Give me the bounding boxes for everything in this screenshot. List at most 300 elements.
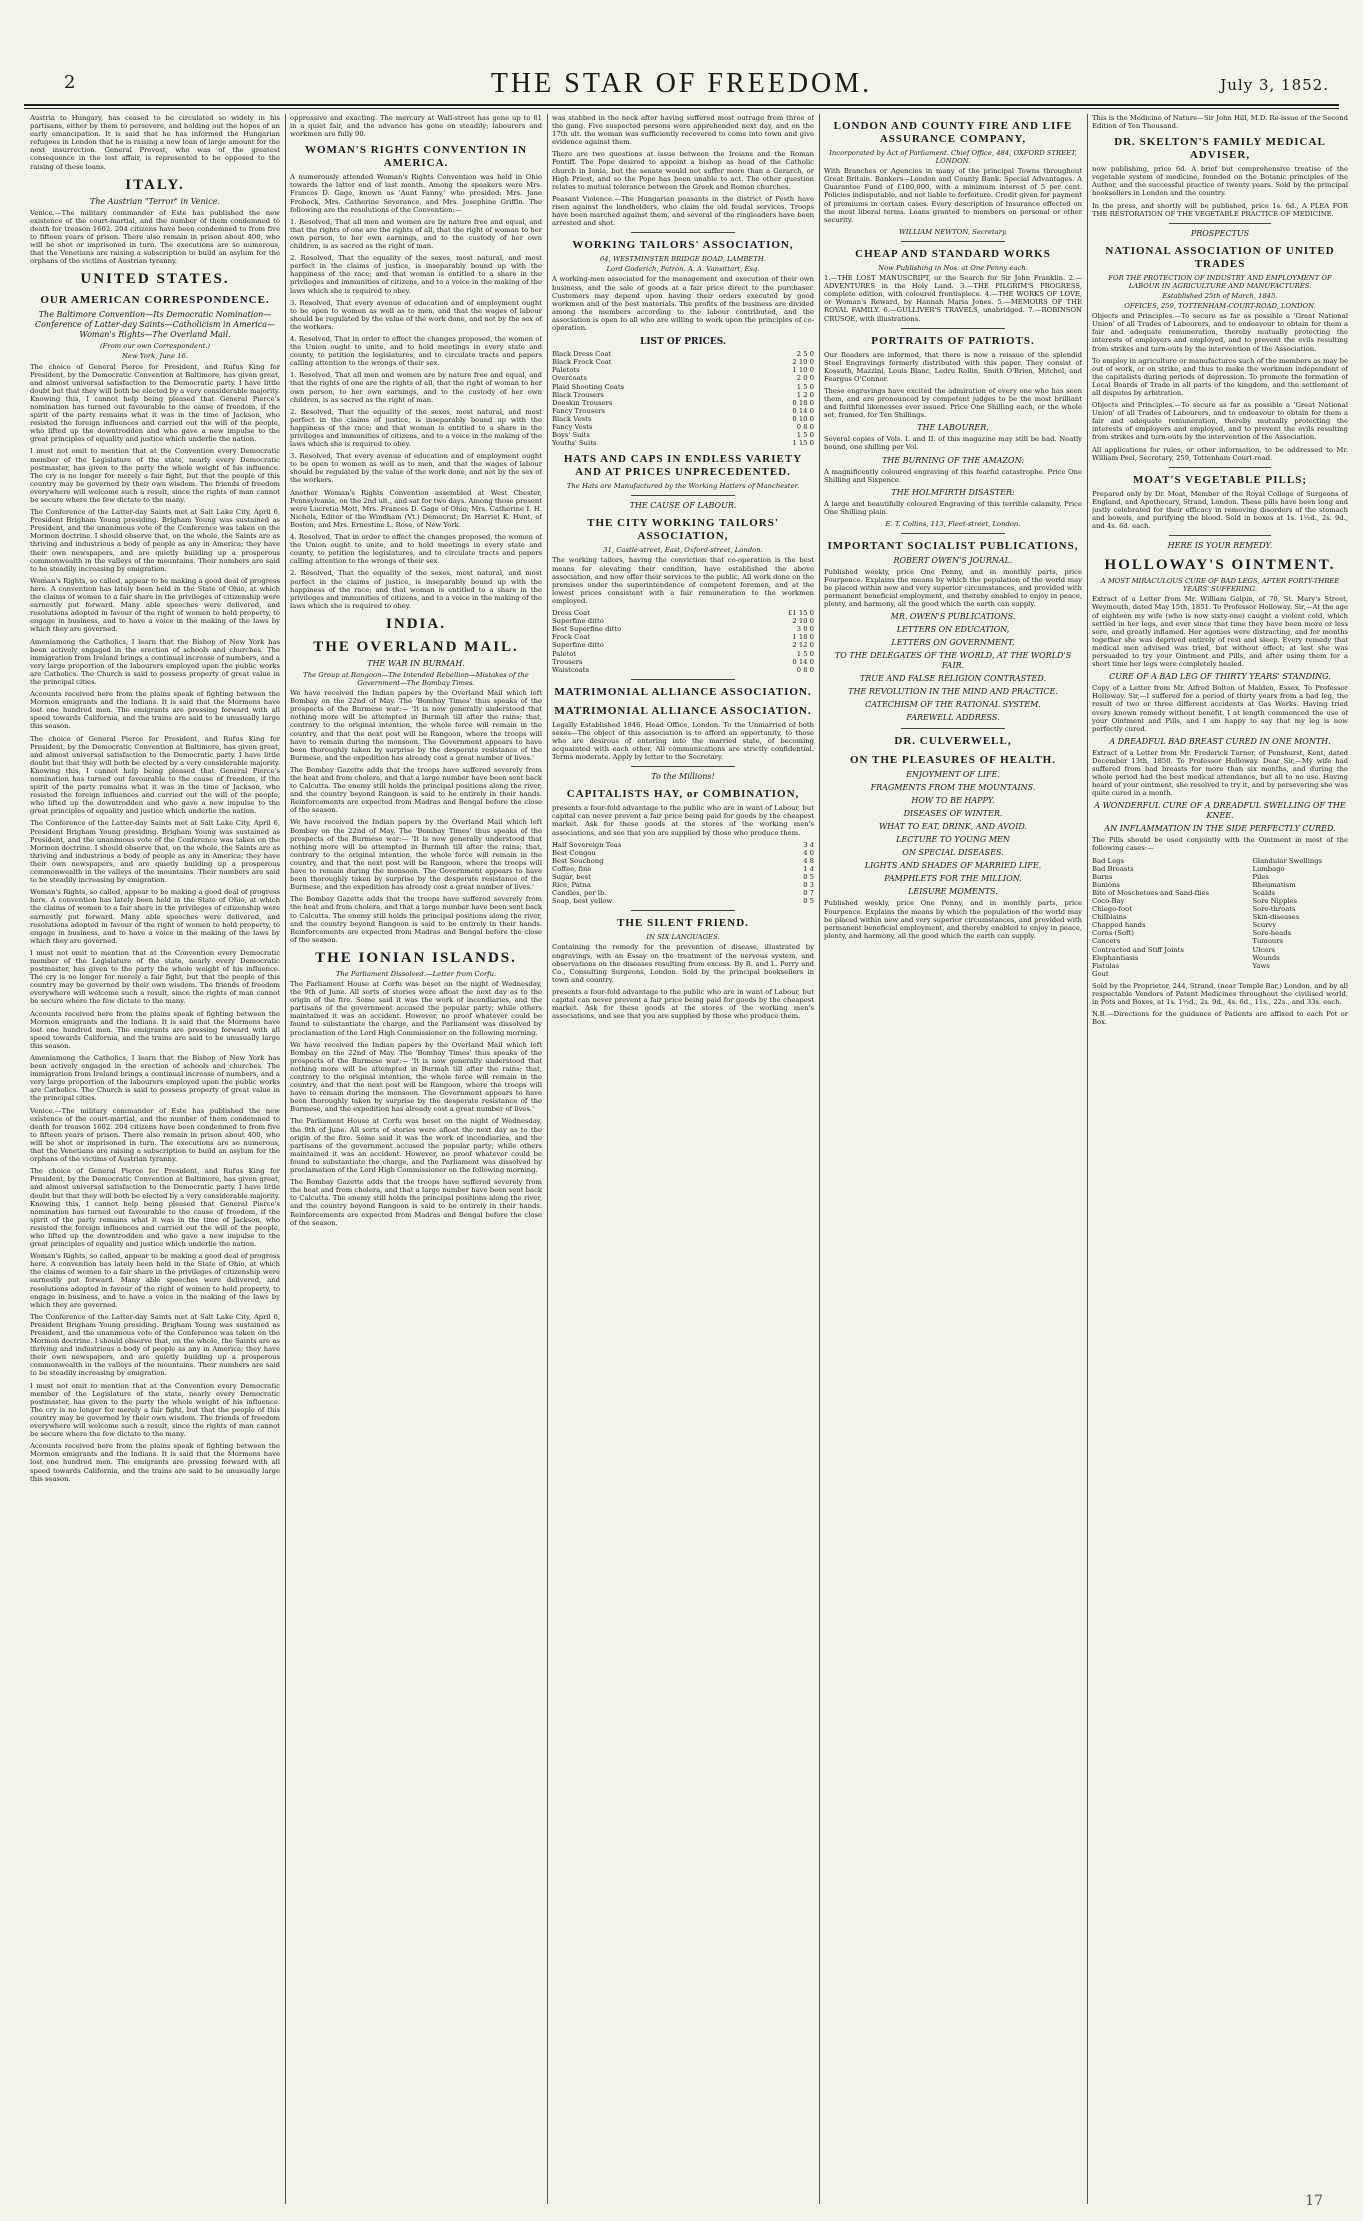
advert-heading-national-association: NATIONAL ASSOCIATION OF UNITED TRADES: [1105, 244, 1335, 270]
article-text: A numerously attended Woman's Rights Convention was held in Ohio towards the latter end of last month. Among the speakers were Mrs. Frances D. Gage, known as 'Aunt Fanny,' who presided; Mrs. Jane Frohock, Mrs. Catherine Severance, and Mrs. Josephine Griffin. The following are the resolutions of the Convention:—: [290, 173, 542, 214]
price-row: [552, 841, 814, 849]
article-text: Woman's Rights, so called, appear to be making a good deal of progress here. A convention has lately been held in the State of Ohio, at which the claims of women to a fair share in the privileges of citizenship were earnestly put forward. Many able speeches were delivered, and resolutions adopted in favour of the right of women to hold property, to engage in business, and to have a voice in the making of the laws by which they are governed.: [30, 888, 280, 945]
price-item: Coffee, fine: [552, 864, 592, 873]
column-rule: [819, 114, 820, 2204]
section-subheading: THE WAR IN BURMAH.: [367, 658, 465, 668]
section-heading-womans-rights: WOMAN'S RIGHTS CONVENTION IN AMERICA.: [304, 144, 528, 170]
price-value: 1 5 0: [796, 431, 814, 440]
ailment-row: [1092, 905, 1348, 913]
advert-text: Copy of a Letter from Mr. Alfred Bolton of Malden, Essex. To Professor Holloway. Sir,—I suffered for a period of thirty years from a bad leg, the result of two or three different accidents at Gas Works. Having tried every known remedy without benefit, I at length commenced the use of your Ointment and Pills, and I am happy to say that my leg is now perfectly cured.: [1092, 684, 1348, 733]
price-value: 0 10 0: [792, 414, 814, 423]
advert-text: N.B.—Directions for the guidance of Patients are affixed to each Pot or Box.: [1092, 1010, 1348, 1027]
advert-heading-fire-life: LONDON AND COUNTY FIRE AND LIFE ASSURANCE COMPANY,: [833, 120, 1073, 145]
price-value: 1 15 0: [792, 439, 814, 448]
article-text: Venice.—The military commander of Este has published the new existence of the court-martial, and the number of them condemned to death for treason 1602. 204 citizens have been condemned to from five to fifteen years of prison. There also remain in prison about 400, who will be shot or imprisoned in turn. The executions are so numerous, that the Venetians are raising a subscription to build an asylum for the orphans of the victims of Austrian tyranny.: [30, 1106, 280, 1164]
advert-text: With Branches or Agencies in many of the principal Towns throughout Great Britain. Bankers—London and County Bank. Special Advantages. A Guarantee Fund of £100,000, with a minimum interest of 5 per cent. Policies indisputable, and not liable to forfeiture. Credit given for payment of premiums in certain cases. Every description of Insurance effected on the most liberal terms. Loans granted to members on personal or other security.: [824, 167, 1082, 224]
advert-subheading: DISEASES OF WINTER.: [903, 809, 1003, 819]
ailment-item: Tumours: [1252, 937, 1284, 946]
advert-text: All applications for rules, or other information, to be addressed to Mr. William Peel, Secretary, 259, Tottenham Court-road.: [1092, 445, 1348, 462]
divider: [901, 241, 1004, 242]
price-value: 0 8 0: [796, 665, 814, 674]
advert-subheading: THE BURNING OF THE AMAZON:: [881, 455, 1025, 465]
section-subheading: The Baltimore Convention—Its Democratic Nomination—Conference of Latter-day Saints—Catholicism in America—Woman's Rights—The Overland Mail.: [34, 310, 276, 340]
advert-heading-cheap-works: CHEAP AND STANDARD WORKS: [855, 247, 1051, 260]
section-heading-ionian: THE IONIAN ISLANDS.: [315, 949, 517, 966]
article-text: The Bombay Gazette adds that the troops have suffered severely from the heat and from cholera, and that a large number have been sent back to Calcutta. The enemy still holds the principal positions along the river, and the country beyond Rangoon is said to be entirely in their hands. Reinforcements are expected from Madras and Bengal before the close of the season.: [290, 765, 542, 815]
article-text: Ameniamong the Catholics, I learn that the Bishop of New York has been actively engaged in the erection of schools and churches. The immigration from Ireland brings a continual increase of numbers, and a very large proportion of the labourers employed upon the public works are Catholics. The Church is said to possess property of great value in the principal cities.: [30, 637, 280, 686]
ailment-item: [1252, 970, 1348, 978]
article-text: The Bombay Gazette adds that the troops have suffered severely from the heat and from cholera, and that a large number have been sent back to Calcutta. The enemy still holds the principal positions along the river, and the country beyond Rangoon is said to be entirely in their hands. Reinforcements are expected from Madras and Bengal before the close of the season.: [290, 1178, 542, 1227]
price-value: 0 3: [803, 881, 814, 890]
divider: [631, 910, 736, 911]
price-row: [552, 366, 814, 374]
resolution-text: 2. Resolved, That the equality of the sexes, most natural, and most perfect in the claims of justice, is inseparably bound up with the happiness of the race; and that woman is entitled to a share in the privileges and immunities of citizens, and to a voice in the making of the laws which she is required to obey.: [290, 407, 542, 449]
ailment-item: Bite of Moschetoes and Sand-flies: [1092, 888, 1209, 897]
price-value: 1 18 0: [792, 633, 814, 642]
price-row: [552, 399, 814, 407]
advert-subheading: FAREWELL ADDRESS.: [906, 713, 1000, 723]
dateline: New York, June 16.: [121, 352, 189, 361]
column-rule: [1087, 114, 1088, 2204]
advert-subheading: MR. OWEN'S PUBLICATIONS.: [890, 612, 1016, 622]
advert-subheading: CURE OF A BAD LEG OF THIRTY YEARS' STANDING.: [1109, 672, 1331, 682]
advert-text: Prepared only by Dr. Moat, Member of the Royal College of Surgeons of England, and Apothecary, Strand, London. These pills have been long and justly celebrated for their efficacy in removing disorders of the stomach and bowels, and purifying the blood. Sold in boxes at 1s. 1½d., 2s. 9d., and 4s. 6d. each.: [1092, 489, 1348, 531]
price-row: [552, 350, 814, 358]
price-row: [552, 650, 814, 658]
resolution-text: 4. Resolved, That in order to effect the changes proposed, the women of the Union ought to unite, and to hold meetings in every state and county, to petition the legislatures, and to circulate tracts and papers calling attention to the wrongs of their sex.: [290, 533, 542, 566]
price-row: [552, 873, 814, 881]
ailment-item: Glandular Swellings: [1252, 856, 1323, 865]
advert-text: Extract of a Letter from Mr. Frederick Turner, of Penshurst, Kent, dated December 13th, 1850. To Professor Holloway. Dear Sir,—My wife had suffered from bad breasts for more than six months, and during the whole period had the best medical attendance, but all to no use. Having heard of your ointment, she resolved to try it, and by persevering she was quite cured in a month.: [1092, 748, 1348, 798]
advert-text: presents a four-fold advantage to the public who are in want of Labour, but capital can never prevent a fair price being paid for goods by the cheapest market. Ask for these goods at the stores of the working men's associations, and see that you are supplied by those who produce them.: [552, 804, 814, 837]
price-row: [552, 358, 814, 366]
section-heading-overland-mail: THE OVERLAND MAIL.: [313, 638, 519, 655]
advert-text: Several copies of Vols. I. and II. of this magazine may still be had. Neatly bound, one shilling per Vol.: [824, 435, 1082, 452]
ailment-item: Skin-diseases: [1252, 913, 1300, 922]
price-row: [552, 374, 814, 382]
advert-text: Legally Established 1846. Head Office, London. To the Unmarried of both sexes—The object of this association is to afford an opportunity, to those who are desirous of entering into the married state, of becoming acquainted with each other. All communications are strictly confidential. Terms moderate. Apply by letter to the Secretary.: [552, 720, 814, 762]
price-item: Best Congou: [552, 848, 596, 857]
advert-text: A working-men associated for the management and execution of their own business, and the sale of goods at a fair price direct to the purchaser. Customers may depend upon having their orders executed by good workmen and of the best materials. The profits of the business are divided among the members according to the labour contributed, and the association is open to all who are willing to work upon the principles of co-operation.: [552, 275, 814, 332]
article-text: Ameniamong the Catholics, I learn that the Bishop of New York has been actively engaged in the erection of schools and churches. The immigration from Ireland brings a continual increase of numbers, and a very large proportion of the labourers employed upon the public works are Catholics. The Church is said to possess property of great value in the principal cities.: [30, 1054, 280, 1103]
price-value: 4 0: [803, 848, 814, 857]
divider: [1169, 467, 1271, 468]
price-item: Youths' Suits: [552, 439, 597, 448]
price-row: [552, 609, 814, 617]
divider: [1169, 223, 1271, 224]
article-text: The Parliament House at Corfu was beset on the night of Wednesday, the 9th of June. All sorts of stories were afloat the next day as to the origin of the fire. Some said it was the work of incendiaries, and the partisans of the government accused the popular party; while others maintained it was an accident. However, no proof whatever could be found to substantiate the charge, and the Parliament was dissolved by proclamation of the Lord High Commissioner on the following morning.: [290, 1117, 542, 1175]
article-text: The Parliament House at Corfu was beset on the night of Wednesday, the 9th of June. All sorts of stories were afloat the next day as to the origin of the fire. Some said it was the work of incendiaries, and the partisans of the government accused the popular party; while others maintained it was an accident. However, no proof whatever could be found to substantiate the charge, and the Parliament was dissolved by proclamation of the Lord High Commissioner on the following morning.: [290, 979, 542, 1037]
price-item: Boys' Suits: [552, 431, 590, 440]
article-text: Accounts received here from the plains speak of fighting between the Mormon emigrants and the Indians. It is said that the Mormons have lost one hundred men. The emigrants are pressing forward with all speed towards California, and the trains are said to be unusually large this season.: [30, 1442, 280, 1483]
resolution-text: 1. Resolved, That all men and women are by nature free and equal, and that the rights of one are the rights of all, that the right of woman to her own person, to her own earnings, and to the custody of her own children, is as sacred as the right of man.: [290, 217, 542, 251]
advert-subheading: To the Millions!: [651, 772, 715, 782]
price-value: 2 0 0: [796, 374, 814, 383]
advert-text: presents a four-fold advantage to the public who are in want of Labour, but capital can never prevent a fair price being paid for goods by the cheapest market. Ask for these goods at the stores of the working men's associations, and see that you are supplied by those who produce them.: [552, 987, 814, 1021]
advert-subheading: WHAT TO EAT, DRINK, AND AVOID.: [878, 822, 1028, 832]
article-text: We have received the Indian papers by the Overland Mail which left Bombay on the 22nd of May. The 'Bombay Times' thus speaks of the prospects of the Burmese war:— 'It is now generally understood that nothing more will be attempted in Burmah till after the rains; that, contrary to the original intention, the whole force will remain in the country, and that the next post will be Rangoon, where the troops will have to remain during the monsoon. The Government appears to have been thoroughly taken by surprise by the desperate resistance of the Burmese, and the expedition has already cost a great number of lives.': [290, 1040, 542, 1114]
advert-subheading: LEISURE MOMENTS.: [908, 887, 998, 897]
advert-text: This is the Medicine of Nature—Sir John Hill, M.D. Re-issue of the Second Edition of Ten Thousand.: [1092, 114, 1348, 131]
advert-address: 31, Castle-street, East, Oxford-street, London.: [603, 546, 763, 555]
ailment-row: [1092, 962, 1348, 970]
advert-text: now publishing, price 6d. A brief but comprehensive treatise of the vegetable system of medicine, founded on the Botanic principles of the Author, and the successful practice of twenty years. Sold by the principal booksellers in London and the country.: [1092, 165, 1348, 198]
ailment-row: [1092, 889, 1348, 897]
resolution-text: 2. Resolved, That the equality of the sexes, most natural, and most perfect in the claims of justice, is inseparably bound up with the happiness of the race; and that woman is entitled to a share in the privileges and immunities of citizens, and to a voice in the making of the laws which she is required to obey.: [290, 254, 542, 295]
advert-note: Now Publishing in Nos. at One Penny each.: [878, 263, 1028, 272]
price-item: Fancy Vests: [552, 423, 593, 431]
price-item: Sugar, best: [552, 873, 591, 881]
ailment-item: Chapped hands: [1092, 921, 1146, 930]
ailment-item: Gout: [1092, 969, 1109, 978]
article-text: Accounts received here from the plains speak of fighting between the Mormon emigrants and the Indians. It is said that the Mormons have lost one hundred men. The emigrants are pressing forward with all speed towards California, and the trains are said to be unusually large this season.: [30, 690, 280, 731]
ailment-list: [1092, 857, 1348, 978]
price-row: [552, 423, 814, 431]
column-1: [30, 114, 280, 2204]
advert-signature: WILLIAM NEWTON, Secretary.: [898, 227, 1008, 236]
ailment-item: Ulcers: [1252, 945, 1275, 954]
advert-heading-culverwell: DR. CULVERWELL,: [894, 735, 1012, 748]
advert-address: OFFICES, 259, TOTTENHAM-COURT-ROAD, LONDON.: [1124, 302, 1316, 311]
advert-text: Sold by the Proprietor, 244, Strand, (near Temple Bar,) London, and by all respectable Vendors of Patent Medicines throughout the civilised world, in Pots and Boxes, at 1s. 1½d., 2s. 9d., 4s. 6d., 11s., 22s., and 33s. each.: [1092, 981, 1348, 1007]
advert-text: Published weekly, price One Penny, and in monthly parts, price Fourpence. Explains the means by which the population of the world may be placed within new and very superior circumstances, and provided with permanent beneficial employment, and thereby enabled to enjoy in peace, plenty, and harmony, all the good which the earth can supply.: [824, 568, 1082, 609]
ailment-row: [1092, 937, 1348, 945]
ailment-item: Fistulas: [1092, 961, 1120, 970]
advert-heading-hats: HATS AND CAPS IN ENDLESS VARIETY AND AT PRICES UNPRECEDENTED.: [563, 453, 803, 479]
price-item: Dress Coat: [552, 609, 590, 618]
resolution-text: 4. Resolved, That in order to effect the changes proposed, the women of the Union ought to unite, and to hold meetings in every state and county, to petition the legislatures, and to circulate tracts and papers calling attention to the wrongs of their sex.: [290, 334, 542, 368]
price-row: [552, 439, 814, 447]
article-text: The choice of General Pierce for President, and Rufus King for President, by the Democratic Convention at Baltimore, has given great, and almost universal satisfaction to the Democratic party. I have little doubt but that they will both be elected by a very considerable majority. Knowing this, I cannot help being pleased that General Pierce's nomination has turned out favourable to the cause of freedom, if the spirit of the party remains what it was in the time of Jackson, who resisted the foreign influences and carried out the will of the people, who lifted up the downtrodden and who gave a new impulse to the great principles of equality and justice which underlie the nation.: [30, 1167, 280, 1249]
ailment-item: Chiego-foot: [1092, 905, 1132, 914]
divider: [901, 533, 1004, 534]
ailment-item: Lumbago: [1252, 864, 1285, 873]
divider: [631, 495, 736, 496]
advert-text: Published weekly, price One Penny, and in monthly parts, price Fourpence. Explains the means by which the population of the world may be placed within new and very superior circumstances, and provided with permanent beneficial employment, and thereby enabled to enjoy in peace, plenty, and harmony, all the good which the earth can supply.: [824, 899, 1082, 940]
price-item: Plaid Shooting Coats: [552, 382, 625, 391]
article-text: There are two questions at issue between the Iroians and the Roman Pontiff. The Pope desired to appoint a bishop as head of the Catholic church in Ionia, but the senate would not suffer more than a Gerarch, or High Priest, and so the Pope has been unable to act. The other question relates to mutual tolerance between the Greek and Roman churches.: [552, 150, 814, 191]
article-text: I must not omit to mention that at the Convention every Democratic member of the Legislature of the state, nearly every Democratic postmaster, has given to the party the whole weight of his influence. The cry is no longer for merely a fair fight, but that the people of this country may be governed by their own wisdom. The friends of freedom everywhere will welcome such a result, since the rights of man cannot be secure where the few dictate to the many.: [30, 948, 280, 1006]
price-list: [552, 350, 814, 447]
price-value: 3 4: [803, 840, 814, 849]
price-item: Superfine ditto: [552, 617, 604, 626]
advert-subheading: PROSPECTUS: [1190, 228, 1250, 238]
advert-heading-moat-pills: MOAT'S VEGETABLE PILLS;: [1133, 473, 1307, 486]
price-value: 0 5: [803, 873, 814, 881]
page-corner-mark: 17: [1305, 2193, 1323, 2209]
resolution-text: 3. Resolved, That every avenue of education and of employment ought to be open to women as well as to men, and that the wages of labour should be regulated by the value of the work done, and not by the sex of the workers.: [290, 452, 542, 485]
price-row: [552, 641, 814, 649]
article-text: The Bombay Gazette adds that the troops have suffered severely from the heat and from cholera, and that a large number have been sent back to Calcutta. The enemy still holds the principal positions along the river, and the country beyond Rangoon is said to be entirely in their hands. Reinforcements are expected from Madras and Bengal before the close of the season.: [290, 895, 542, 944]
advert-heading-socialist: IMPORTANT SOCIALIST PUBLICATIONS,: [827, 540, 1079, 552]
divider: [901, 728, 1004, 729]
ailment-item: Cancers: [1092, 937, 1121, 946]
advert-text: In the press, and shortly will be published, price 1s. 6d., A PLEA FOR THE RESTORATION OF THE VEGETABLE PRACTICE OF MEDICINE.: [1092, 201, 1348, 218]
advert-subheading: THE CAUSE OF LABOUR.: [629, 501, 737, 511]
price-item: Black Dress Coat: [552, 350, 612, 359]
article-text: We have received the Indian papers by the Overland Mail which left Bombay on the 22nd of May. The 'Bombay Times' thus speaks of the prospects of the Burmese war:— 'It is now generally understood that nothing more will be attempted in Burmah till after the rains; that, contrary to the original intention, the whole force will remain in the country, and that the next post will be Rangoon, where the troops will have to remain during the monsoon. The Government appears to have been thoroughly taken by surprise by the desperate resistance of the Burmese, and the expedition has already cost a great number of lives.': [290, 818, 542, 892]
ailment-row: [1092, 857, 1348, 865]
ailment-item: Corns (Soft): [1092, 929, 1134, 938]
price-value: 0 14 0: [792, 406, 814, 415]
article-text: Another Woman's Rights Convention assembled at West Chester, Pennsylvania, on the 2nd ult., and sat for two days. Among those present were Lucretia Mott, Mrs. Frances D. Gage of Ohio; Mrs. Catherine I. H. Nichols, Editor of the Windham (Vt.) Democrat; Dr. Harriet K. Hunt, of Boston; and Mrs. Ernestine L. Rose, of New York.: [290, 488, 542, 529]
ailment-row: [1092, 970, 1348, 978]
article-text: was stabbed in the neck after having suffered most outrage from three of the gang. Five suspected persons were apprehended next day, and on the 17th ult. the woman was sufficiently recovered to come into town and give evidence against them.: [552, 114, 814, 147]
advert-heading-portraits: PORTRAITS OF PATRIOTS.: [871, 334, 1035, 347]
advert-note: A MOST MIRACULOUS CURE OF BAD LEGS, AFTER FORTY-THREE YEARS' SUFFERING.: [1100, 577, 1340, 594]
issue-date: July 3, 1852.: [1220, 76, 1329, 94]
ailment-item: Scalds: [1252, 888, 1275, 897]
advert-subheading: ON SPECIAL DISEASES.: [902, 848, 1004, 858]
advert-heading-matrimonial: MATRIMONIAL ALLIANCE ASSOCIATION.: [554, 685, 812, 698]
price-item: Trousers: [552, 657, 583, 666]
ailment-item: Elephantiasis: [1092, 953, 1139, 962]
advert-note: FOR THE PROTECTION OF INDUSTRY AND EMPLOYMENT OF LABOUR IN AGRICULTURE AND MANUFACTURES.: [1108, 273, 1332, 290]
advert-text: Objects and Principles.—To secure as far as possible a 'Great National Union' of all Trades of Labourers, and to endeavour to obtain for them a fair and adequate remuneration, thereby mutually protecting the interests of employers and employed, and to prevent the evils resulting from strikes and turn-outs by the intervention of the Association.: [1092, 401, 1348, 442]
price-item: Fancy Trousers: [552, 406, 605, 415]
price-row: [552, 383, 814, 391]
resolution-text: 2. Resolved, That the equality of the sexes, most natural, and most perfect in the claims of justice, is inseparably bound up with the happiness of the race; and that woman is entitled to a share in the privileges and immunities of citizens, and to a voice in the making of the laws which she is required to obey.: [290, 569, 542, 610]
advert-text: Extract of a Letter from Mr. William Galpin, of 70, St. Mary's Street, Weymouth, dated May 15th, 1851. To Professor Holloway. Sir,—At the age of eighteen my wife (who is now sixty-one) caught a violent cold, which settled in her legs, and ever since that time they have been more or less sore, and greatly inflamed. Her agonies were distracting, and for months together she was deprived entirely of rest and sleep. Every remedy that medical men advised was tried, but without effect; at last she was persuaded to try your Ointment and Pills, and after using them for a short time her legs were completely healed.: [1092, 595, 1348, 669]
ailment-item: Contracted and Stiff Joints: [1092, 945, 1184, 954]
ailment-row: [1092, 946, 1348, 954]
price-item: Best Superfine ditto: [552, 625, 622, 634]
price-item: Black Trousers: [552, 390, 604, 399]
advert-text: Objects and Principles.—To secure as far as possible a 'Great National Union' of all Trades of Labourers, and to endeavour to obtain for them a fair and adequate remuneration, thereby mutually protecting the interests of employers and employed, and to prevent the evils resulting from strikes and turn-outs by the intervention of the Association.: [1092, 312, 1348, 353]
price-row: [552, 633, 814, 641]
divider: [631, 232, 736, 233]
price-item: Rice, Patna: [552, 881, 591, 890]
price-value: 0 5: [803, 897, 814, 906]
advert-subheading: FRAGMENTS FROM THE MOUNTAINS.: [870, 783, 1036, 793]
price-item: Paletots: [552, 366, 580, 375]
advert-text: 1.—THE LOST MANUSCRIPT, or the Search for Sir John Franklin. 2.—ADVENTURES in the Holy Land. 3.—THE PILGRIM'S PROGRESS, complete edition, with coloured frontispiece. 4.—THE WORKS OF LOVE, or Woman's Reward, by Hannah Maria Jones. 5.—MEMOIRS OF THE ROYAL FAMILY. 6.—GULLIVER'S TRAVELS, unabridged. 7.—ROBINSON CRUSOE, with illustrations.: [824, 274, 1082, 323]
advert-heading-pleasures: ON THE PLEASURES OF HEALTH.: [849, 754, 1056, 767]
advert-heading-city-tailors: THE CITY WORKING TAILORS' ASSOCIATION,: [587, 517, 779, 543]
advert-text: Our Readers are informed, that there is now a reissue of the splendid Steel Engravings formerly distributed with this paper. They consist of Kossuth, Mazzini, Louis Blanc, Ledru Rollin, Smith O'Brien, Mitchel, and Feargus O'Connor.: [824, 350, 1082, 383]
byline: (From our own Correspondent.): [99, 342, 211, 351]
price-value: 0 7: [803, 889, 814, 898]
section-subheading: The Austrian "Terror" in Venice.: [89, 196, 220, 206]
column-rule: [285, 114, 286, 2204]
ailment-item: Chilblains: [1092, 913, 1127, 922]
price-item: Frock Coat: [552, 633, 591, 642]
price-list: [552, 609, 814, 674]
column-5: [1092, 114, 1348, 2204]
price-value: 1 5 0: [796, 649, 814, 658]
section-heading-united-states: UNITED STATES.: [80, 271, 230, 288]
advert-patrons: Lord Goderich, Patron. A. A. Vansittart, Esq.: [606, 265, 760, 274]
resolution-text: 1. Resolved, That all men and women are by nature free and equal, and that the rights of one are the rights of all, that the right of woman to her own person, to her own earnings, and to the custody of her own children, is as sacred as the right of man.: [290, 371, 542, 404]
advert-note: The Hats are Manufactured by the Working Hatters of Manchester.: [566, 482, 800, 491]
price-item: Black Vests: [552, 414, 592, 423]
advert-heading-tailors: WORKING TAILORS' ASSOCIATION,: [572, 239, 794, 252]
advert-signature: E. T. Collins, 113, Fleet-street, London.: [885, 519, 1021, 528]
price-value: 2 10 0: [792, 358, 814, 367]
advert-heading-silent-friend: THE SILENT FRIEND.: [617, 917, 749, 930]
page-header: [24, 70, 1339, 100]
price-row: [552, 897, 814, 905]
section-heading-correspondence: OUR AMERICAN CORRESPONDENCE.: [40, 294, 270, 307]
price-row: [552, 857, 814, 865]
section-heading-italy: ITALY.: [125, 176, 185, 193]
advert-address: 64, WESTMINSTER BRIDGE ROAD, LAMBETH.: [599, 255, 766, 264]
price-item: Paletot: [552, 649, 577, 658]
price-value: 0 18 0: [792, 398, 814, 407]
price-value: 0 8 0: [796, 423, 814, 431]
ailment-item: Piles: [1252, 872, 1269, 881]
price-item: Superfine ditto: [552, 641, 604, 650]
advert-text: Containing the remedy for the prevention of disease, illustrated by engravings, with an Essay on the treatment of the nervous system, and observations on the diseases resulting from excess. By R. and L. Perry and Co., Consulting Surgeons, London. Sold by the principal booksellers in town and country.: [552, 943, 814, 984]
advert-heading-skelton: DR. SKELTON'S FAMILY MEDICAL ADVISER,: [1114, 136, 1326, 162]
price-row: [552, 431, 814, 439]
price-value: 2 10 0: [792, 617, 814, 626]
column-4: [824, 114, 1082, 2204]
advert-subheading: LIGHTS AND SHADES OF MARRIED LIFE.: [864, 861, 1042, 871]
advert-subheading: THE HOLMFIRTH DISASTER:: [891, 487, 1015, 497]
ailment-item: Bad Breasts: [1092, 864, 1134, 873]
article-text: Woman's Rights, so called, appear to be making a good deal of progress here. A convention has lately been held in the State of Ohio, at which the claims of women to a fair share in the privileges of citizenship were earnestly put forward. Many able speeches were delivered, and resolutions adopted in favour of the right of women to hold property, to engage in business, and to have a voice in the making of the laws by which they are governed.: [30, 576, 280, 634]
ailment-item: Bunions: [1092, 880, 1120, 889]
price-row: [552, 889, 814, 897]
advert-text: To employ in agriculture or manufactures such of the members as may be out of work, or on strike, and thus to make the workmen independent of the capitalists during periods of depression. To promote the formation of Local Boards of Trade in all parts of the kingdom, and the settlement of all disputes by arbitration.: [1092, 356, 1348, 397]
price-value: 2 12 0: [792, 641, 814, 650]
price-value: 4 8: [803, 856, 814, 865]
advert-text: A large and beautifully coloured Engraving of this terrible calamity. Price One Shilling plain.: [824, 499, 1082, 516]
advert-heading-holloway: HOLLOWAY'S OINTMENT.: [1104, 557, 1336, 574]
advert-subheading: HERE IS YOUR REMEDY.: [1167, 541, 1273, 551]
advert-subheading: HOW TO BE HAPPY.: [911, 796, 995, 806]
ailment-row: [1092, 881, 1348, 889]
header-rule: [24, 104, 1339, 109]
advert-note: Incorporated by Act of Parliament. Chief Office, 484, OXFORD STREET, LONDON.: [829, 149, 1077, 166]
ailment-item: Scurvy: [1252, 921, 1277, 930]
price-item: Half Sovereign Teas: [552, 840, 622, 849]
price-row: [552, 391, 814, 399]
article-text: Austria to Hungary, has ceased to be circulated so widely in his partisans, either by them to persevere, and holding out the hopes of an early emancipation. It is said that he has informed the Hungarian refugees in London that he is raising a new loan of large amount for the next insurrection. General Prevost, who was of the greatest consequence in the lost affair, is represented to be opposed to the raising of these loans.: [30, 114, 280, 171]
advert-text: These engravings have excited the admiration of every one who has seen them, and are pronounced by competent judges to be the most brilliant and faithful likenesses ever issued. Price One Shilling each, or the whole set, framed, for Ten Shillings.: [824, 386, 1082, 420]
price-item: Doeskin Trousers: [552, 398, 613, 407]
article-text: We have received the Indian papers by the Overland Mail which left Bombay on the 22nd of May. The 'Bombay Times' thus speaks of the prospects of the Burmese war:— 'It is now generally understood that nothing more will be attempted in Burmah till after the rains; that, contrary to the original intention, the whole force will remain in the country, and that the next post will be Rangoon, where the troops will have to remain during the monsoon. The Government appears to have been thoroughly taken by surprise by the desperate resistance of the Burmese, and the expedition has already cost a great number of lives.': [290, 689, 542, 762]
column-rule: [547, 114, 548, 2204]
advert-subheading: TO THE DELEGATES OF THE WORLD, AT THE WORLD'S FAIR.: [834, 651, 1072, 671]
ailment-row: [1092, 873, 1348, 881]
price-item: Black Frock Coat: [552, 358, 612, 367]
price-item: Overcoats: [552, 374, 587, 383]
ailment-row: [1092, 913, 1348, 921]
ailment-item: Wounds: [1252, 953, 1280, 962]
ailment-item: Sore Nipples: [1252, 897, 1298, 905]
page-number: 2: [64, 72, 76, 93]
advert-subheading: THE LABOURER.: [917, 423, 989, 433]
ailment-row: [1092, 929, 1348, 937]
price-row: [552, 625, 814, 633]
article-text: I must not omit to mention that at the Convention every Democratic member of the Legislature of the state, nearly every Democratic postmaster, has given to the party the whole weight of his influence. The cry is no longer for merely a fair fight, but that the people of this country may be governed by their own wisdom. The friends of freedom everywhere will welcome such a result, since the rights of man cannot be secure where the few dictate to the many.: [30, 1381, 280, 1439]
ailment-item: Coco-Bay: [1092, 897, 1125, 905]
divider: [631, 766, 736, 767]
advert-subheading: THE REVOLUTION IN THE MIND AND PRACTICE.: [848, 687, 1058, 697]
section-summary: The Parliament Dissolved.—Letter from Corfu.: [335, 969, 497, 978]
advert-text: A magnificently coloured engraving of this fearful catastrophe. Price One Shilling and Sixpence.: [824, 467, 1082, 484]
advert-heading-capitalists: CAPITALISTS HAY, or COMBINATION,: [566, 788, 800, 801]
article-text: The Conference of the Latter-day Saints met at Salt Lake City, April 6, President Brigham Young presiding. Brigham Young was sustained as President, and the unanimous vote of the Conference was taken on the Mormon doctrine. I should observe that, on the whole, the Saints are as thriving and industrious a body of people as any in America; they have their own newspapers, and are quietly building up a prosperous commonwealth in the valleys of the mountains. Their numbers are said to be steadily increasing by emigration.: [30, 508, 280, 573]
price-value: 3 0 0: [796, 625, 814, 634]
article-text: Peasant Violence.—The Hungarian peasants in the district of Pesth have risen against the landholders, who claim the old feudal services. Troops have been marched against them, and several of the ringleaders have been arrested and shot.: [552, 194, 814, 228]
divider: [631, 679, 736, 680]
price-value: 1 2 0: [796, 390, 814, 399]
ailment-row: [1092, 897, 1348, 905]
price-row: [552, 658, 814, 666]
ailment-item: Sore-throats: [1252, 905, 1296, 914]
price-value: 0 14 0: [792, 657, 814, 666]
advert-subheading: LETTERS ON EDUCATION,: [896, 625, 1010, 635]
advert-text: The working tailors, having the conviction that co-operation is the best means for elevating their condition, have established the above association, and now offer their services to the public. All work done on the premises under the superintendence of competent foremen, and at the lowest prices consistent with a fair remuneration to the workmen employed.: [552, 556, 814, 605]
price-value: 2 5 0: [796, 350, 814, 359]
advert-subheading: CATECHISM OF THE RATIONAL SYSTEM.: [865, 700, 1041, 710]
price-item: Best Souchong: [552, 856, 604, 865]
advert-subheading: PAMPHLETS FOR THE MILLION.: [884, 874, 1022, 884]
article-text: Woman's Rights, so called, appear to be making a good deal of progress here. A convention has lately been held in the State of Ohio, at which the claims of women to a fair share in the privileges of citizenship were earnestly put forward. Many able speeches were delivered, and resolutions adopted in favour of the right of women to hold property, to engage in business, and to have a voice in the making of the laws by which they are governed.: [30, 1252, 280, 1309]
price-item: Waistcoats: [552, 665, 590, 674]
advert-subheading: AN INFLAMMATION IN THE SIDE PERFECTLY CURED.: [1104, 824, 1336, 834]
ailment-item: Burns: [1092, 872, 1113, 881]
ailment-item: Rheumatism: [1252, 880, 1296, 889]
price-row: [552, 415, 814, 423]
ailment-row: [1092, 865, 1348, 873]
ailment-row: [1092, 921, 1348, 929]
article-text: Venice.—The military commander of Este has published the new existence of the court-martial, and the number of them condemned to death for treason 1602. 204 citizens have been condemned to from five to fifteen years of prison. There also remain in prison about 400, who will be shot or imprisoned in turn. The executions are so numerous, that the Venetians are raising a subscription to build an asylum for the orphans of the victims of Austrian tyranny.: [30, 208, 280, 266]
price-value: £1 15 0: [788, 609, 814, 618]
advert-text: The Pills should be used conjointly with the Ointment in most of the following cases:—: [1092, 836, 1348, 853]
price-row: [552, 617, 814, 625]
article-text: Accounts received here from the plains speak of fighting between the Mormon emigrants and the Indians. It is said that the Mormons have lost one hundred men. The emigrants are pressing forward with all speed towards California, and the trains are said to be unusually large this season.: [30, 1009, 280, 1050]
article-text: The Conference of the Latter-day Saints met at Salt Lake City, April 6, President Brigham Young presiding. Brigham Young was sustained as President, and the unanimous vote of the Conference was taken on the Mormon doctrine. I should observe that, on the whole, the Saints are as thriving and industrious a body of people as any in America; they have their own newspapers, and are quietly building up a prosperous commonwealth in the valleys of the mountains. Their numbers are said to be steadily increasing by emigration.: [30, 819, 280, 885]
price-list: [552, 841, 814, 906]
price-list-title: LIST OF PRICES.: [639, 337, 727, 348]
price-item: Soap, best yellow: [552, 897, 613, 906]
article-text: The choice of General Pierce for President, and Rufus King for President, by the Democratic Convention at Baltimore, has given great, and almost universal satisfaction to the Democratic party. I have little doubt but that they will both be elected by a very considerable majority. Knowing this, I cannot help being pleased that General Pierce's nomination has turned out favourable to the cause of freedom, if the spirit of the party remains what it was in the time of Jackson, who resisted the foreign influences and carried out the will of the people, who lifted up the downtrodden and who gave a new impulse to the great principles of equality and justice which underlie the nation.: [30, 734, 280, 816]
advert-heading-matrimonial: MATRIMONIAL ALLIANCE ASSOCIATION.: [554, 704, 812, 717]
article-text: oppressive and exacting. The mercury at Wall-street has gone up to 81 in a quiet fair, and the advance has gone on steadily; labourers and workmen are fully 90.: [290, 114, 542, 139]
article-text: I must not omit to mention that at the Convention every Democratic member of the Legislature of the state, nearly every Democratic postmaster, has given to the party the whole weight of his influence. The cry is no longer for merely a fair fight, but that the people of this country may be governed by their own wisdom. The friends of freedom everywhere will welcome such a result, since the rights of man cannot be secure where the few dictate to the many.: [30, 447, 280, 504]
ailment-item: Yaws: [1252, 961, 1270, 970]
price-value: 1 10 0: [792, 366, 814, 375]
advert-subheading: LECTURE TO YOUNG MEN: [896, 835, 1010, 845]
ailment-row: [1092, 954, 1348, 962]
price-value: 1 4: [803, 864, 814, 873]
section-summary: The Group at Rangoon—The Intended Rebellion—Mistakes of the Government—The Bombay Times.: [303, 670, 529, 687]
article-text: The choice of General Pierce for President, and Rufus King for President, by the Democratic Convention at Baltimore, has given great, and almost universal satisfaction to the Democratic party. I have little doubt but that they will both be elected by a very considerable majority. Knowing this, I cannot help being pleased that General Pierce's nomination has turned out favourable to the cause of freedom, if the spirit of the party remains what it was in the time of Jackson, who resisted the foreign influences and carried out the will of the people, who lifted up the downtrodden and who gave a new impulse to the great principles of equality and justice which underlie the nation.: [30, 362, 280, 444]
advert-note: Established 25th of March, 1845.: [1162, 291, 1278, 300]
price-row: [552, 407, 814, 415]
price-value: 1 5 0: [796, 382, 814, 391]
divider: [1169, 535, 1271, 536]
price-row: [552, 666, 814, 674]
advert-subheading: ENJOYMENT OF LIFE.: [906, 770, 1000, 780]
column-2: [290, 114, 542, 2204]
price-row: [552, 849, 814, 857]
price-row: [552, 865, 814, 873]
column-3: [552, 114, 814, 2204]
masthead-title: THE STAR OF FREEDOM.: [490, 68, 873, 99]
advert-subheading: TRUE AND FALSE RELIGION CONTRASTED.: [859, 674, 1047, 684]
section-heading-india: INDIA.: [386, 615, 446, 632]
advert-subheading: A DREADFUL BAD BREAST CURED IN ONE MONTH.: [1109, 736, 1331, 746]
price-row: [552, 881, 814, 889]
advert-subheading: A WONDERFUL CURE OF A DREADFUL SWELLING OF THE KNEE.: [1094, 801, 1346, 821]
ailment-item: Bad Legs: [1092, 856, 1124, 865]
advert-subheading: LETTERS ON GOVERNMENT,: [891, 638, 1015, 648]
